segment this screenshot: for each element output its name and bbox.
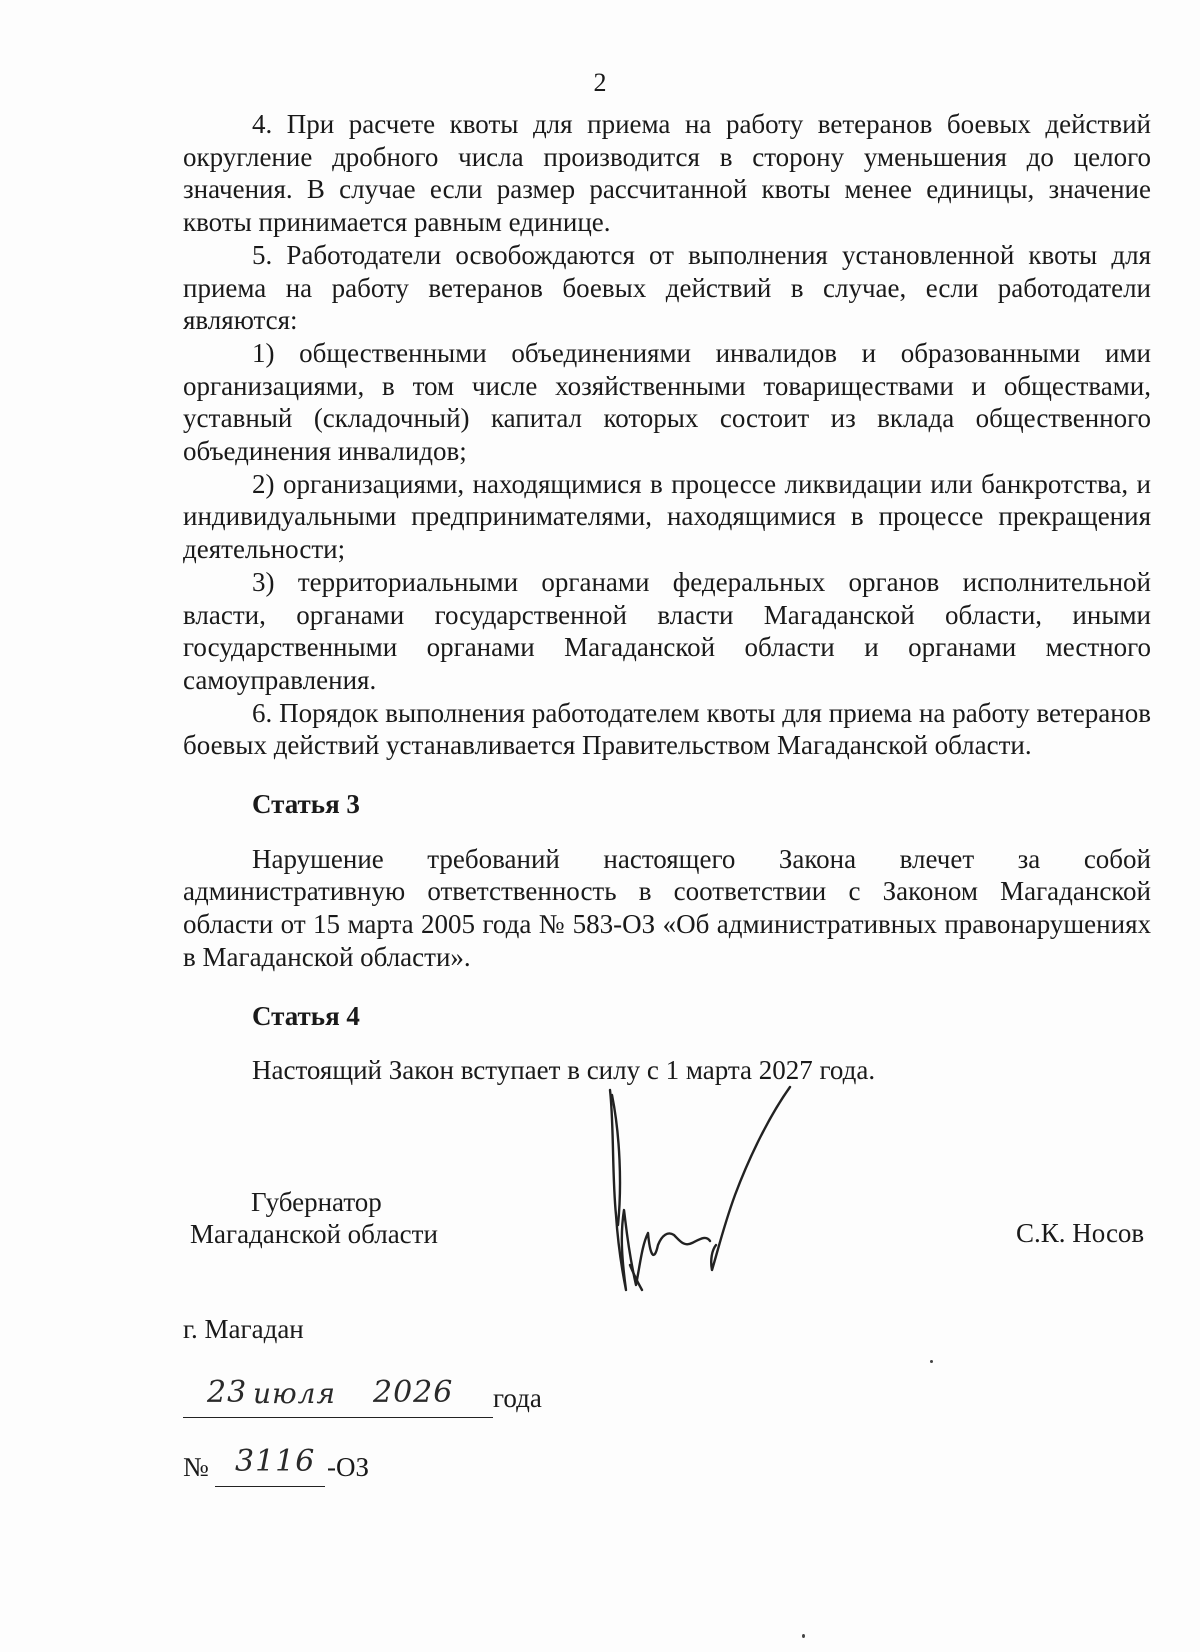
date-underline (183, 1417, 493, 1418)
list-item-3: 3) территориальными органами федеральных органов исполнительной власти, органами государственной власти Магаданской области, иными государственными органами Магаданской области и органами местного самоуправления. (183, 566, 1151, 695)
document-body (183, 108, 1151, 1087)
signing-date (183, 1375, 563, 1423)
article-4-text: Настоящий Закон вступает в силу с 1 марта 2027 года. (252, 1055, 876, 1086)
date-suffix: года (493, 1383, 542, 1413)
list-item-2: 2) организациями, находящимися в процессе ликвидации или банкротства, и индивидуальными предпринимателями, находящимися в процессе прекращения деятельности; (183, 468, 1151, 565)
paragraph-6: 6. Порядок выполнения работодателем квоты для приема на работу ветеранов боевых действий устанавливается Правительством Магаданской области. (183, 697, 1151, 761)
article-3-heading: Статья 3 (252, 789, 360, 820)
article-3-text: Нарушение требований настоящего Закона влечет за собой административную ответственность в соответствии с Законом Магаданской области от 15 марта 2005 года № 583-ОЗ «Об административных правонарушениях в Магаданской области». (183, 843, 1151, 972)
signatory-title (190, 1186, 438, 1250)
scan-speck (802, 1634, 805, 1638)
number-suffix: -ОЗ (327, 1452, 370, 1482)
number-sign: № (183, 1452, 209, 1482)
list-item-1: 1) общественными объединениями инвалидов и образованными ими организациями, в том числе хозяйственными товариществами и обществами, уставный (складочный) капитал которых состоит из вклада общественного объединения инвалидов; (183, 337, 1151, 467)
date-day: 23 (207, 1375, 248, 1410)
signatory-name: С.К. Носов (1016, 1218, 1145, 1248)
signatory-title-line1: Губернатор (251, 1187, 382, 1217)
page-number: 2 (593, 68, 607, 97)
city: г. Магадан (183, 1314, 304, 1344)
handwritten-signature (600, 1085, 840, 1310)
signatory-title-line2: Магаданской области (190, 1219, 438, 1249)
number-value: 3116 (235, 1444, 316, 1479)
law-number (183, 1444, 423, 1492)
date-year: 2026 (373, 1375, 454, 1410)
paragraph-5: 5. Работодатели освобождаются от выполнения установленной квоты для приема на работу ветеранов боевых действий в случае, если работодатели являются: (183, 239, 1151, 336)
article-4-heading: Статья 4 (252, 1000, 360, 1031)
number-underline (215, 1486, 325, 1487)
paragraph-4: 4. При расчете квоты для приема на работу ветеранов боевых действий округление дробного числа производится в сторону уменьшения до целого значения. В случае если размер рассчитанной квоты менее единицы, значение квоты принимается равным единице. (183, 109, 1151, 238)
date-month: июля (253, 1377, 337, 1410)
scan-speck (930, 1360, 933, 1363)
